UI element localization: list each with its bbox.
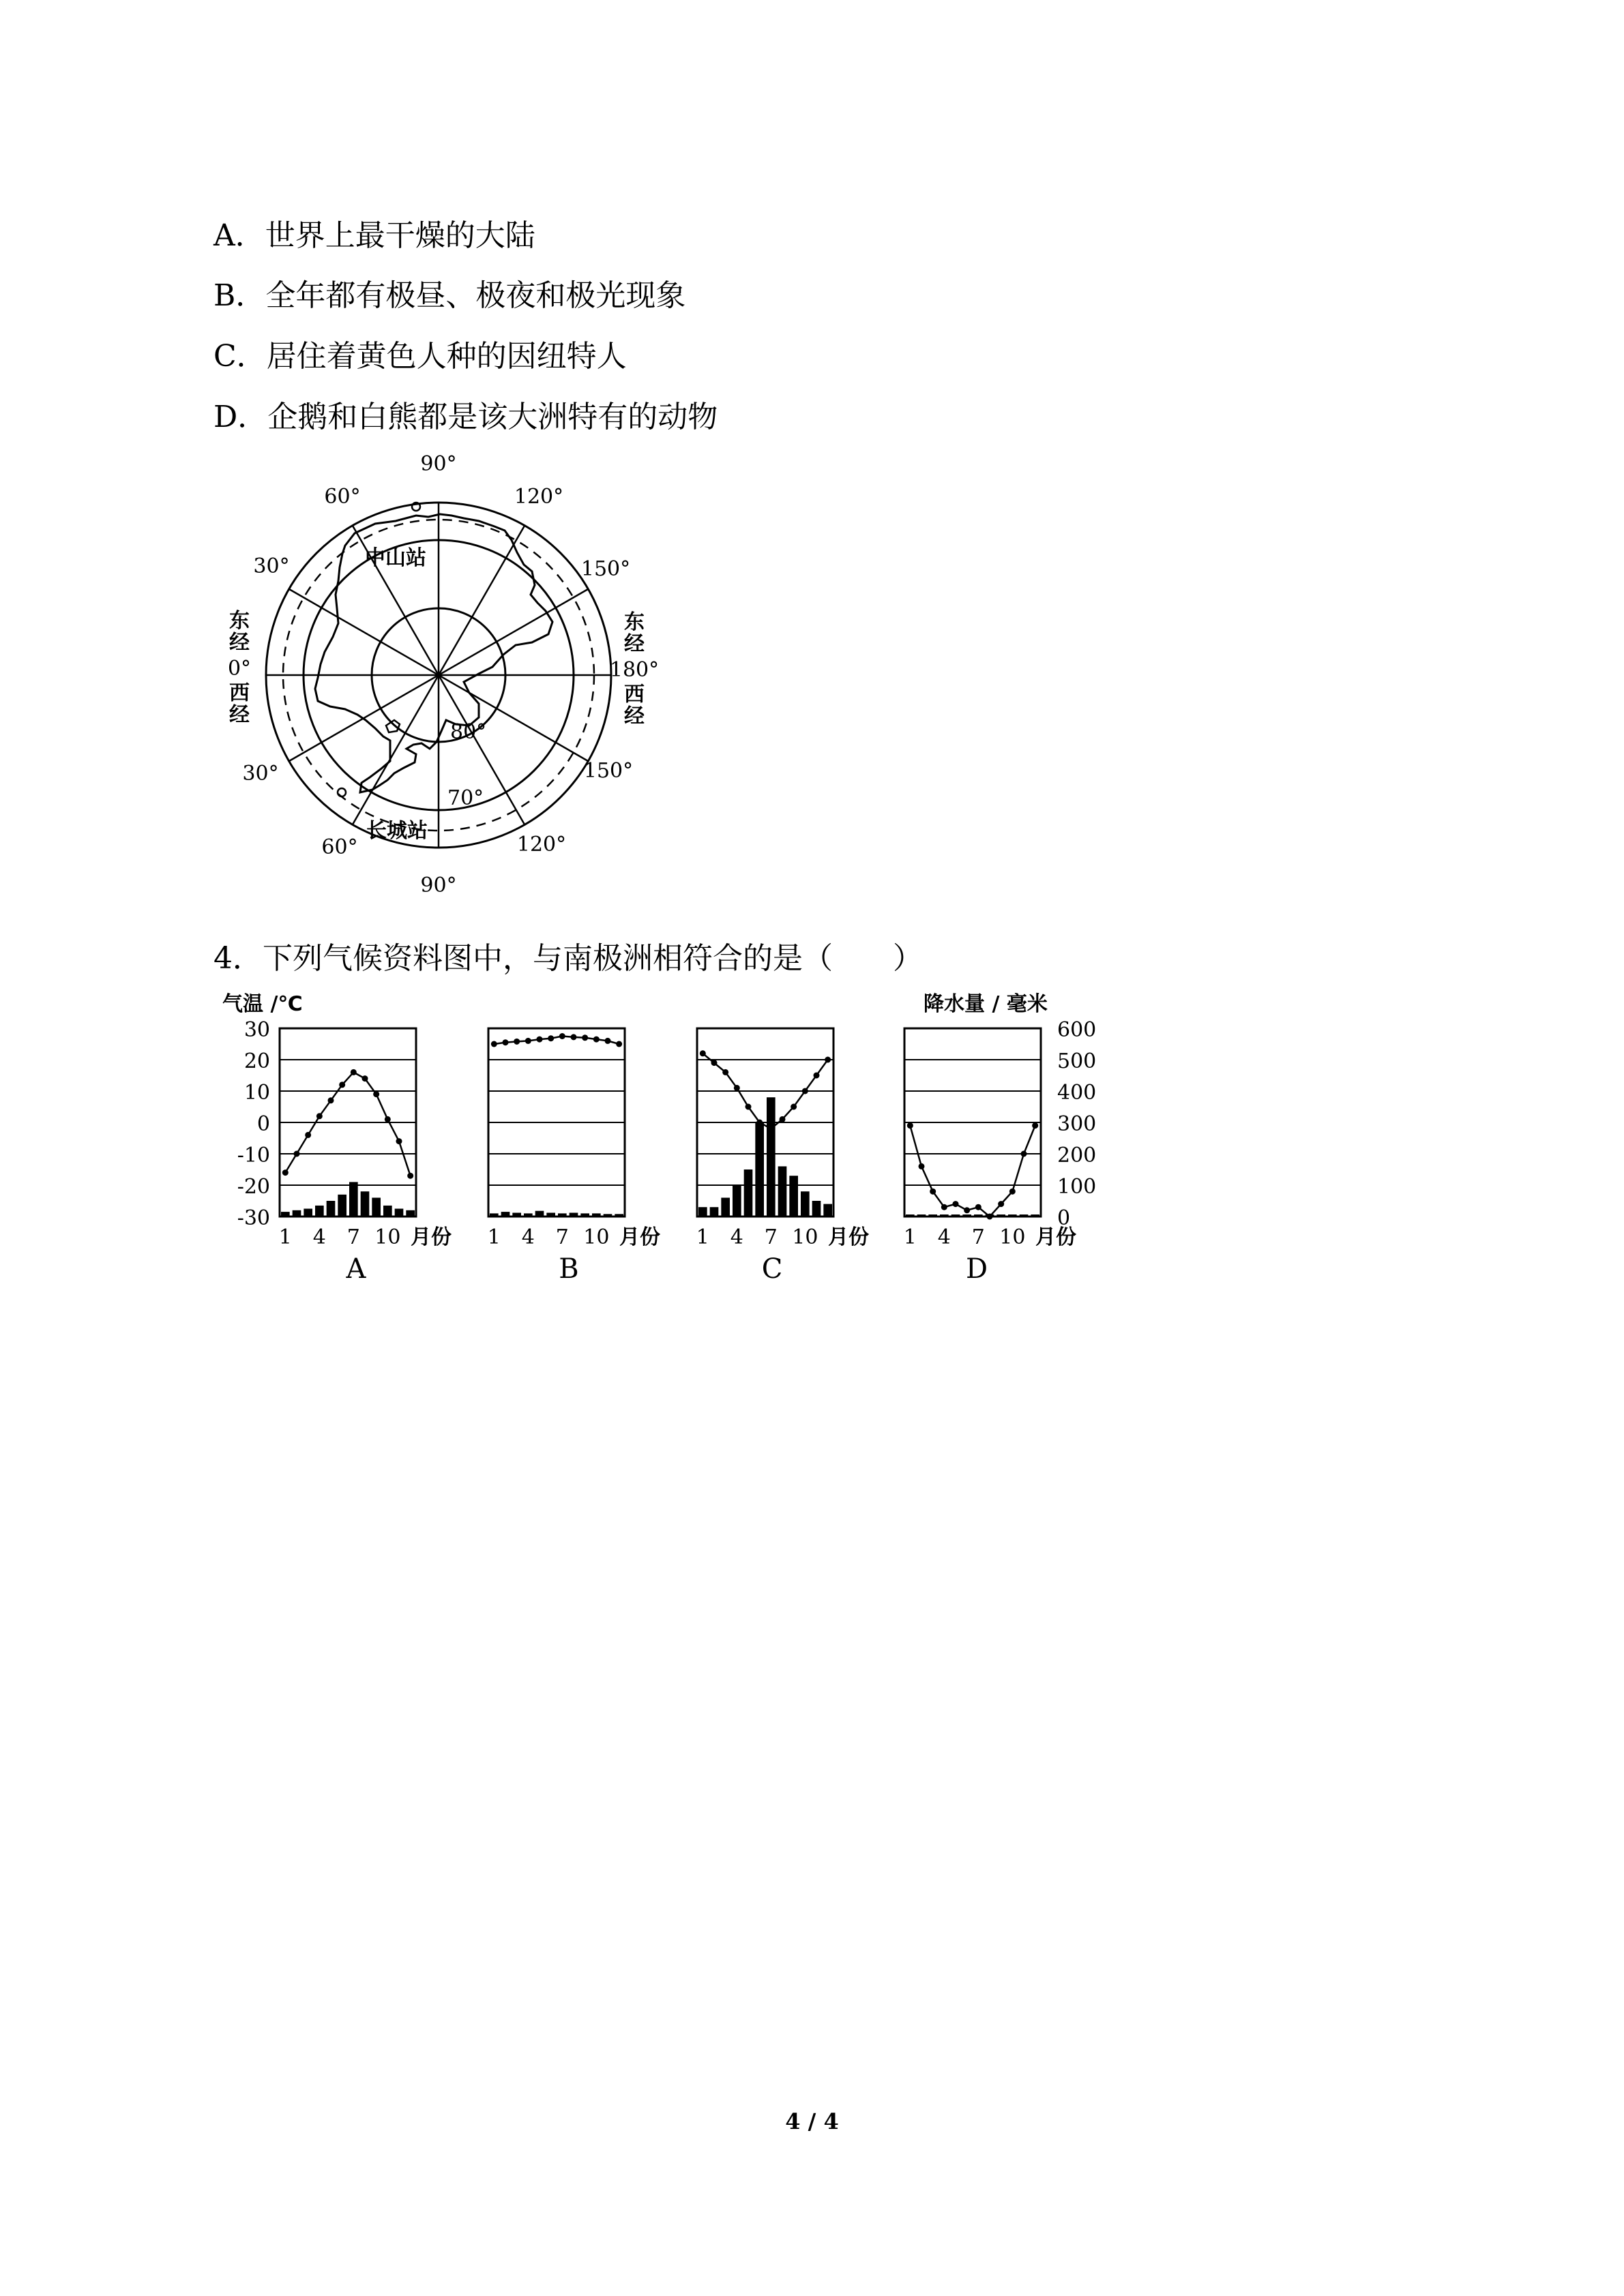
temp-tick: 0 — [256, 1112, 270, 1136]
precip-bar-d — [951, 1214, 960, 1217]
precip-bar-d — [906, 1214, 915, 1217]
month-tick-b: 4 — [521, 1225, 535, 1249]
precip-tick: 0 — [1057, 1206, 1071, 1230]
temp-point-a — [351, 1069, 357, 1075]
month-tick-c: 10 — [792, 1225, 818, 1249]
lon-label-60-sw: 60° — [321, 835, 358, 859]
temp-point-d — [964, 1207, 970, 1213]
month-tick-a: 1 — [278, 1225, 292, 1249]
island-outline — [386, 720, 400, 732]
temp-point-b — [559, 1033, 565, 1039]
month-tick-b: 10 — [583, 1225, 610, 1249]
temp-point-d — [907, 1122, 913, 1129]
option-a: A．世界上最干燥的大陆 — [213, 218, 535, 253]
precip-bar-d — [1031, 1214, 1039, 1217]
precip-tick: 100 — [1057, 1175, 1097, 1199]
month-unit-d: 月份 — [1035, 1225, 1076, 1249]
temperature-axis-ticks — [237, 1018, 270, 1230]
temp-point-c — [711, 1060, 718, 1066]
temp-point-b — [571, 1034, 577, 1040]
precip-bar-c — [710, 1207, 719, 1217]
latitude-80-label: 80° — [450, 720, 487, 744]
lon-label-120-ne: 120° — [514, 485, 564, 509]
precip-bar-d — [1020, 1214, 1029, 1217]
temp-point-a — [305, 1132, 311, 1138]
temp-line-a — [285, 1072, 410, 1176]
precip-bar-c — [789, 1176, 798, 1217]
temp-tick: -30 — [237, 1206, 270, 1230]
precip-bar-b — [604, 1214, 612, 1217]
temp-point-d — [953, 1201, 959, 1207]
temp-point-a — [407, 1173, 413, 1179]
precip-bar-b — [615, 1214, 623, 1217]
month-tick-d: 4 — [937, 1225, 951, 1249]
precip-tick: 300 — [1057, 1112, 1097, 1136]
precip-bar-c — [744, 1169, 753, 1217]
precip-bar-a — [315, 1206, 324, 1217]
precip-tick: 200 — [1057, 1144, 1097, 1167]
lon-label-30-sw: 30° — [242, 762, 279, 786]
precip-bar-b — [570, 1212, 578, 1217]
precip-tick: 600 — [1057, 1018, 1097, 1042]
precip-bar-c — [823, 1204, 832, 1217]
precip-bar-a — [372, 1197, 381, 1217]
label-left-east-2: 经 — [229, 631, 250, 655]
month-tick-c: 7 — [764, 1225, 778, 1249]
temp-tick: 20 — [243, 1049, 270, 1073]
precip-bar-a — [395, 1209, 404, 1217]
precip-axis-title: 降水量 / 毫米 — [924, 992, 1048, 1016]
option-c: C．居住着黄色人种的因纽特人 — [213, 339, 627, 374]
precip-bar-d — [996, 1214, 1005, 1217]
temp-point-d — [941, 1204, 947, 1210]
precip-bar-d — [974, 1214, 983, 1217]
precip-bar-a — [383, 1206, 392, 1217]
page-number: 4 / 4 — [785, 2108, 839, 2134]
temp-point-a — [373, 1091, 379, 1097]
precip-bar-d — [917, 1214, 926, 1217]
month-unit-a: 月份 — [411, 1225, 452, 1249]
label-left-0: 0° — [227, 657, 252, 681]
precip-bar-c — [801, 1191, 810, 1217]
climate-charts — [211, 989, 1125, 1289]
changcheng-station-marker — [338, 788, 346, 796]
temp-point-c — [756, 1120, 763, 1126]
precip-bar-b — [558, 1213, 567, 1217]
precip-bar-b — [524, 1213, 533, 1217]
precip-bar-b — [490, 1213, 499, 1217]
label-right-west-1: 西 — [624, 683, 645, 706]
temp-point-a — [339, 1082, 345, 1088]
precip-bar-c — [778, 1166, 787, 1217]
precip-bar-b — [546, 1212, 555, 1217]
chart-name-d: D — [965, 1253, 988, 1285]
temp-point-b — [525, 1038, 531, 1044]
month-unit-c: 月份 — [828, 1225, 869, 1249]
temp-point-d — [998, 1201, 1004, 1207]
temp-point-c — [722, 1069, 728, 1075]
precip-bar-c — [733, 1185, 741, 1217]
temp-point-c — [825, 1057, 831, 1063]
month-unit-b: 月份 — [619, 1225, 660, 1249]
temp-point-c — [745, 1104, 752, 1110]
temp-tick: 10 — [243, 1081, 270, 1105]
temp-point-a — [282, 1169, 289, 1176]
temp-tick: 30 — [243, 1018, 270, 1042]
temp-point-d — [987, 1214, 993, 1220]
temp-point-b — [537, 1037, 543, 1043]
precip-bar-b — [512, 1212, 521, 1217]
label-right-west-2: 经 — [624, 704, 645, 728]
temp-tick: -10 — [237, 1144, 270, 1167]
precip-tick: 400 — [1057, 1081, 1097, 1105]
precip-bar-b — [580, 1213, 589, 1217]
temp-point-c — [700, 1050, 706, 1056]
temp-point-c — [791, 1104, 797, 1110]
temp-point-b — [491, 1041, 497, 1047]
label-left-west-2: 经 — [229, 703, 250, 727]
temp-point-b — [503, 1039, 509, 1045]
temp-point-b — [548, 1035, 554, 1041]
month-tick-b: 1 — [487, 1225, 501, 1249]
antarctica-coastline — [315, 514, 552, 792]
temp-point-b — [582, 1034, 588, 1041]
chart-name-c: C — [761, 1253, 783, 1285]
month-tick-d: 1 — [903, 1225, 917, 1249]
month-tick-d: 7 — [971, 1225, 985, 1249]
label-right-east-2: 经 — [624, 632, 645, 656]
temp-point-c — [802, 1088, 808, 1094]
temp-point-d — [975, 1204, 981, 1210]
temp-axis-title: 气温 /℃ — [222, 992, 303, 1016]
lon-label-30-w: 30° — [253, 554, 290, 578]
month-tick-a: 10 — [374, 1225, 401, 1249]
month-tick-b: 7 — [555, 1225, 569, 1249]
precipitation-axis-ticks — [1057, 1018, 1096, 1230]
precip-bar-a — [349, 1182, 358, 1217]
option-d: D．企鹅和白熊都是该大洲特有的动物 — [213, 400, 718, 434]
question-4: 4．下列气候资料图中，与南极洲相符合的是（ ） — [213, 941, 923, 976]
precip-bar-d — [1008, 1214, 1017, 1217]
precip-bar-a — [327, 1201, 336, 1217]
option-b: B．全年都有极昼、极夜和极光现象 — [213, 278, 686, 313]
temp-point-b — [593, 1037, 600, 1043]
temp-point-b — [605, 1038, 611, 1044]
temp-point-a — [385, 1116, 391, 1122]
month-tick-a: 4 — [312, 1225, 326, 1249]
month-tick-c: 1 — [696, 1225, 709, 1249]
label-right-east-1: 东 — [624, 610, 645, 634]
temp-point-a — [294, 1151, 300, 1157]
latitude-70-label: 70° — [447, 786, 484, 810]
temp-point-d — [1032, 1122, 1038, 1129]
precip-tick: 500 — [1057, 1049, 1097, 1073]
temp-point-a — [362, 1075, 368, 1082]
month-tick-a: 7 — [346, 1225, 360, 1249]
temp-point-d — [1021, 1151, 1027, 1157]
lon-label-120-se: 120° — [516, 833, 567, 856]
temp-point-c — [814, 1073, 820, 1079]
precip-bar-a — [406, 1210, 415, 1217]
precip-bar-c — [721, 1197, 730, 1217]
lon-label-150-se: 150° — [583, 759, 634, 783]
precip-bar-b — [592, 1213, 601, 1217]
lon-label-top-90: 90° — [420, 452, 457, 476]
lon-label-150-e: 150° — [580, 557, 631, 581]
temp-point-a — [396, 1138, 402, 1144]
precip-bar-d — [928, 1214, 937, 1217]
temp-point-d — [930, 1189, 936, 1195]
temp-point-c — [780, 1116, 786, 1122]
temp-tick: -20 — [237, 1175, 270, 1199]
precip-bar-a — [293, 1210, 301, 1217]
precip-bar-b — [501, 1212, 510, 1217]
temp-point-b — [514, 1039, 520, 1045]
precip-bar-a — [338, 1195, 346, 1217]
label-right-180: 180° — [609, 658, 660, 682]
precip-bar-c — [698, 1207, 707, 1217]
changcheng-station-label: 长城站 — [366, 819, 428, 843]
temp-line-d — [910, 1126, 1035, 1217]
antarctica-polar-map — [211, 450, 689, 900]
temp-point-c — [768, 1126, 774, 1132]
precip-bar-d — [940, 1214, 949, 1217]
month-tick-c: 4 — [730, 1225, 743, 1249]
temp-point-d — [1009, 1189, 1016, 1195]
precip-bar-c — [755, 1122, 764, 1217]
temp-point-a — [316, 1113, 323, 1119]
label-left-east-1: 东 — [229, 609, 250, 633]
precip-bar-a — [281, 1212, 290, 1217]
chart-name-b: B — [559, 1253, 579, 1285]
temp-line-b — [494, 1037, 619, 1045]
temp-point-c — [734, 1085, 740, 1091]
lon-label-bottom-90: 90° — [420, 874, 457, 897]
precip-bar-a — [304, 1209, 312, 1217]
chart-name-a: A — [346, 1253, 366, 1285]
precip-bar-d — [962, 1214, 971, 1217]
lon-label-60-nw: 60° — [324, 485, 361, 509]
precip-bar-b — [535, 1211, 544, 1217]
precip-bar-c — [767, 1097, 776, 1217]
temp-point-d — [919, 1163, 925, 1169]
zhongshan-station-label: 中山站 — [365, 546, 426, 570]
temp-point-a — [328, 1097, 334, 1103]
precip-bar-a — [361, 1191, 370, 1217]
month-tick-d: 10 — [999, 1225, 1026, 1249]
temp-point-b — [616, 1041, 622, 1047]
label-left-west-1: 西 — [229, 681, 250, 705]
precip-bar-c — [812, 1201, 821, 1217]
